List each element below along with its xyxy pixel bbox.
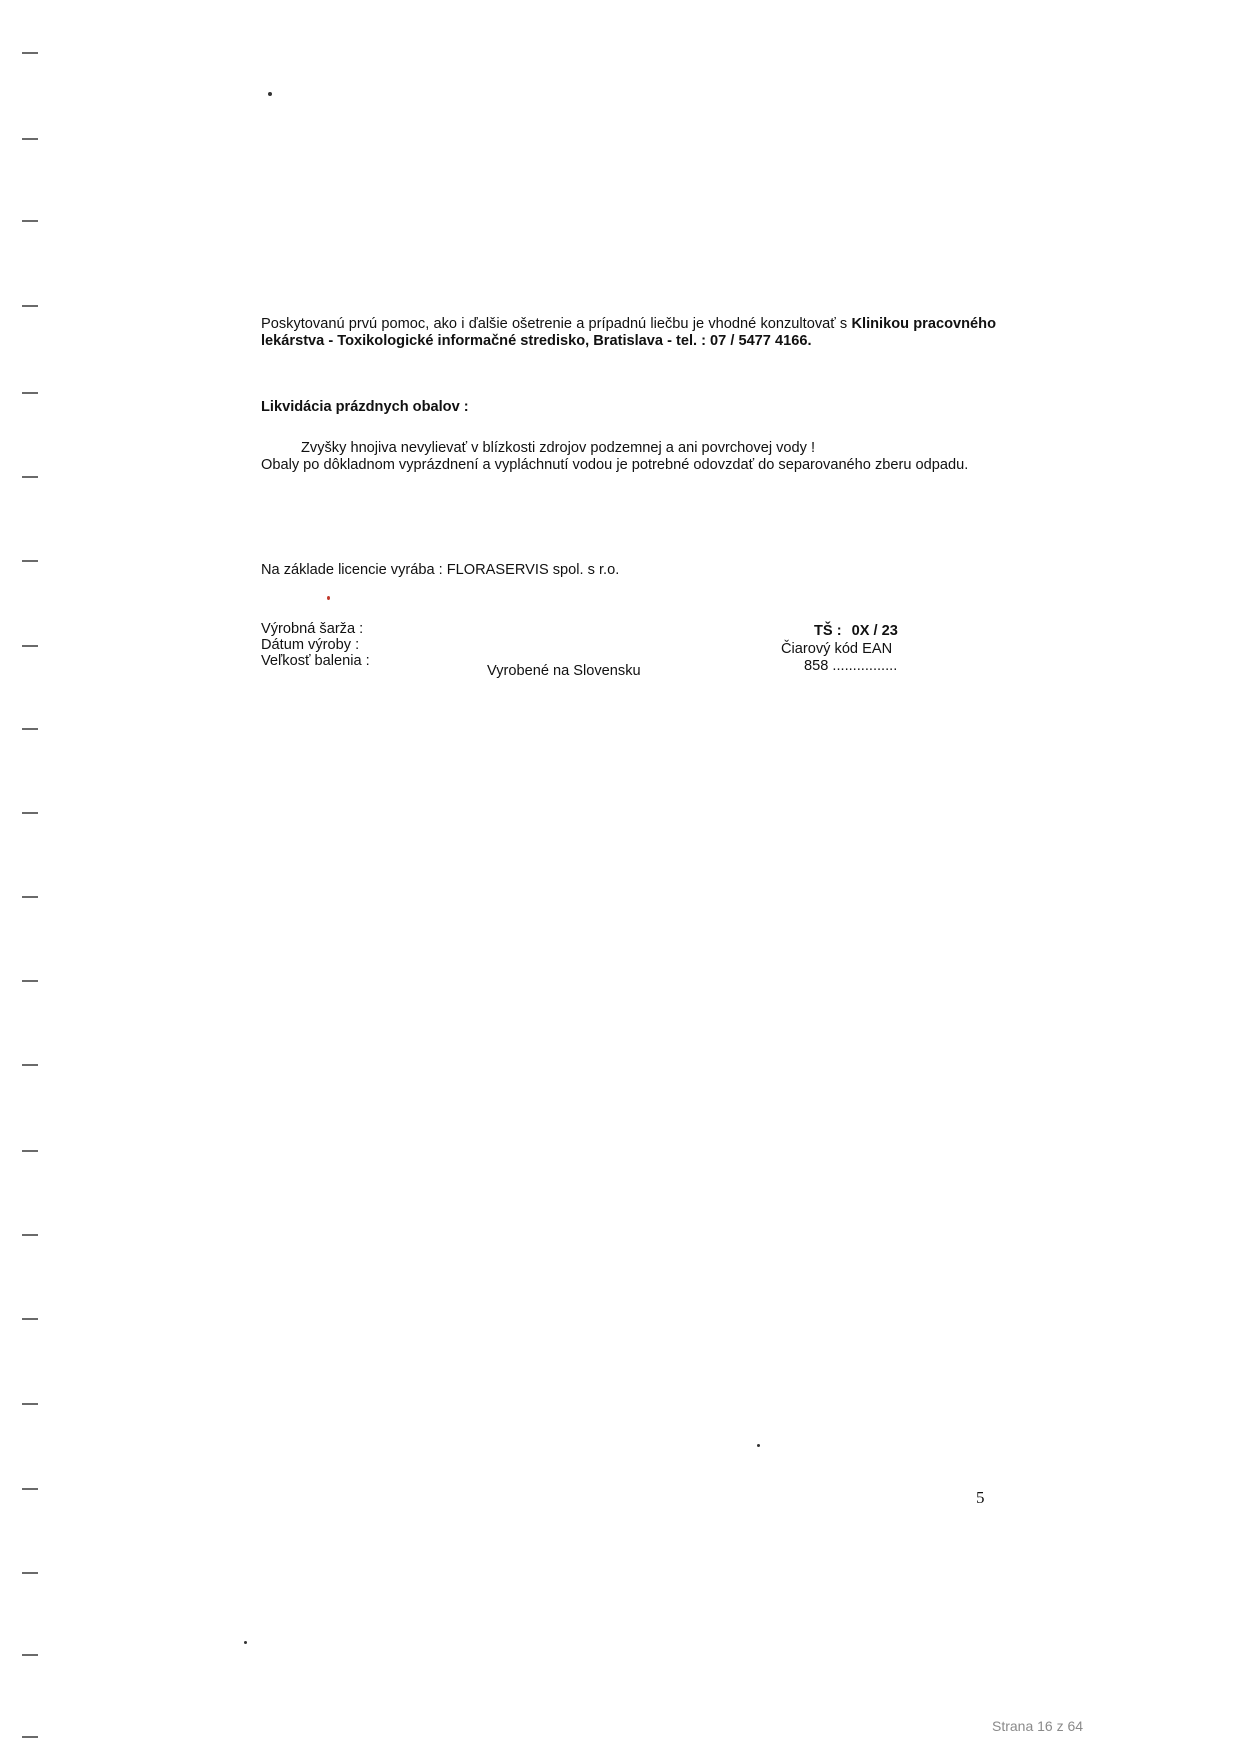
binding-mark: [22, 728, 38, 730]
disposal-text-2: Obaly po dôkladnom vyprázdnení a vypláchnutí vodou je potrebné odovzdať do separovaného zberu odpadu.: [261, 457, 969, 473]
binding-mark: [22, 1736, 38, 1738]
binding-mark: [22, 392, 38, 394]
binding-mark: [22, 476, 38, 478]
binding-mark: [22, 1234, 38, 1236]
binding-mark: [22, 560, 38, 562]
binding-mark: [22, 812, 38, 814]
toxicology-center-contact: Klinikou pracovného lekárstva - Toxikologické informačné stredisko, Bratislava - tel. : 07 / 5477 4166.: [261, 316, 996, 349]
binding-mark: [22, 1572, 38, 1574]
batch-label: Výrobná šarža :: [261, 621, 364, 637]
binding-mark: [22, 896, 38, 898]
disposal-paragraph: [261, 440, 996, 474]
disposal-heading: Likvidácia prázdnych obalov :: [261, 399, 469, 415]
binding-mark: [22, 305, 38, 307]
ean-label: Čiarový kód EAN: [781, 641, 893, 657]
production-date-label: Dátum výroby :: [261, 637, 360, 653]
ts-value: 0X / 23: [851, 623, 898, 639]
scan-speck: [757, 1444, 760, 1447]
binding-mark: [22, 980, 38, 982]
scan-speck: [268, 92, 272, 96]
package-size-label: Veľkosť balenia :: [261, 653, 370, 669]
binding-mark: [22, 1488, 38, 1490]
scan-speck: [244, 1641, 247, 1644]
binding-mark: [22, 220, 38, 222]
ean-value: 858 ................: [804, 658, 898, 674]
binding-mark: [22, 1403, 38, 1405]
page-footer: Strana 16 z 64: [992, 1718, 1084, 1734]
binding-mark: [22, 1150, 38, 1152]
binding-mark: [22, 138, 38, 140]
binding-mark: [22, 52, 38, 54]
first-aid-paragraph: [261, 316, 996, 350]
ts-row: [814, 623, 898, 640]
binding-mark: [22, 1318, 38, 1320]
manufacturer-line: Na základe licencie vyrába : FLORASERVIS spol. s r.o.: [261, 562, 620, 578]
disposal-text-1: Zvyšky hnojiva nevylievať v blízkosti zdrojov podzemnej a ani povrchovej vody !: [301, 440, 816, 456]
binding-mark: [22, 645, 38, 647]
page-number: 5: [976, 1488, 985, 1507]
ts-label: TŠ :: [814, 623, 842, 639]
binding-mark: [22, 1064, 38, 1066]
made-in-label: Vyrobené na Slovensku: [487, 663, 641, 679]
scan-speck: [327, 596, 330, 600]
binding-mark: [22, 1654, 38, 1656]
first-aid-text: Poskytovanú prvú pomoc, ako i ďalšie ošetrenie a prípadnú liečbu je vhodné konzultovať s: [261, 316, 848, 332]
